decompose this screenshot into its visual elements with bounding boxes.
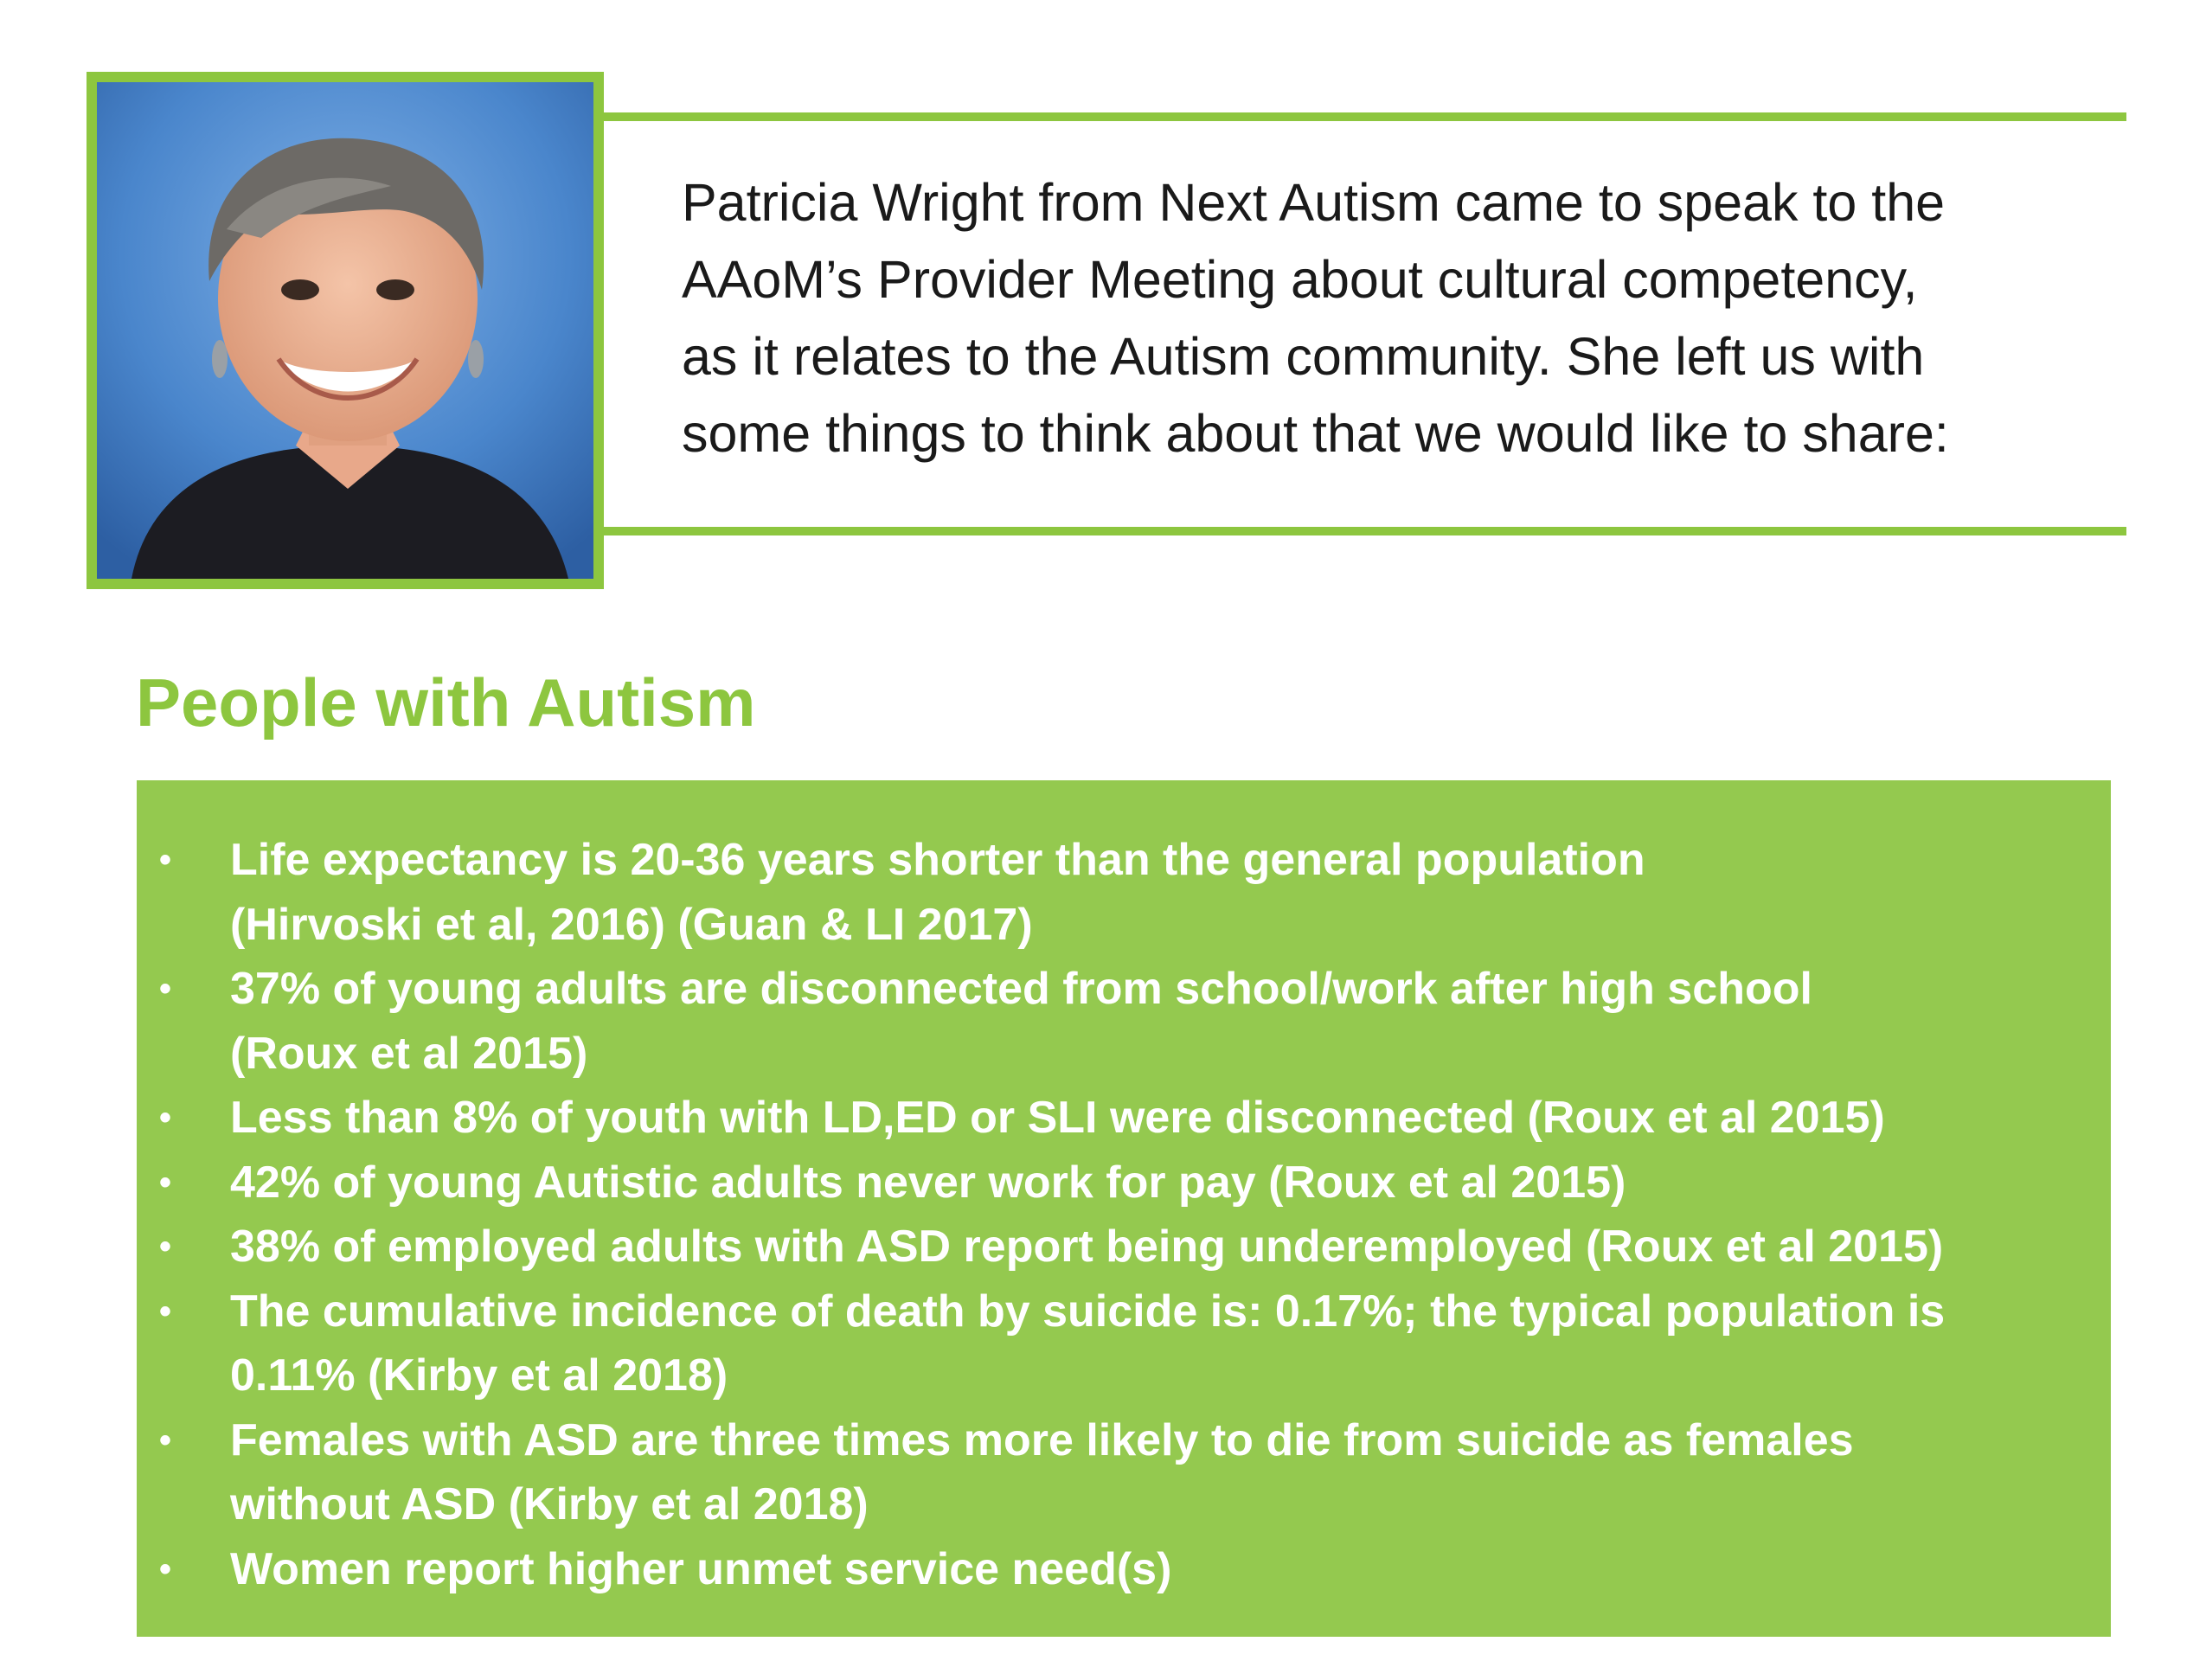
bullet-icon: • <box>159 1549 172 1588</box>
bullet-icon: • <box>159 1163 172 1202</box>
fact-item <box>137 1151 2111 1215</box>
fact-line: (Hirvoski et al, 2016) (Guan & LI 2017) <box>230 899 1033 950</box>
bullet-icon: • <box>159 1228 172 1266</box>
fact-item <box>137 1215 2111 1279</box>
fact-line: without ASD (Kirby et al 2018) <box>230 1479 869 1529</box>
fact-item <box>137 1408 2111 1537</box>
bullet-icon: • <box>159 970 172 1008</box>
bullet-icon: • <box>159 841 172 879</box>
fact-line: Women report higher unmet service need(s) <box>230 1543 1172 1594</box>
intro-line: some things to think about that we would like to share: <box>682 404 1949 463</box>
speaker-photo <box>87 72 604 589</box>
fact-line: Life expectancy is 20-36 years shorter than the general population <box>230 835 1645 885</box>
fact-item <box>137 828 2111 957</box>
fact-item <box>137 1537 2111 1602</box>
facts-box <box>137 780 2111 1637</box>
fact-line: (Roux et al 2015) <box>230 1028 588 1079</box>
intro-paragraph <box>682 164 2083 472</box>
fact-line: Females with ASD are three times more likely to die from suicide as females <box>230 1414 1854 1465</box>
bottom-divider <box>604 527 2126 535</box>
intro-line: as it relates to the Autism community. She left us with <box>682 327 1925 386</box>
section-title: People with Autism <box>136 664 756 741</box>
fact-item <box>137 957 2111 1086</box>
bullet-icon: • <box>159 1420 172 1459</box>
intro-line: AAoM’s Provider Meeting about cultural competency, <box>682 250 1918 309</box>
facts-list <box>137 828 2111 1601</box>
fact-line: 42% of young Autistic adults never work for pay (Roux et al 2015) <box>230 1157 1626 1208</box>
fact-line: 0.11% (Kirby et al 2018) <box>230 1350 728 1401</box>
fact-line: 37% of young adults are disconnected from school/work after high school <box>230 964 1812 1014</box>
fact-item <box>137 1086 2111 1151</box>
fact-line: Less than 8% of youth with LD,ED or SLI were disconnected (Roux et al 2015) <box>230 1093 1885 1143</box>
top-divider <box>604 112 2126 121</box>
fact-item <box>137 1279 2111 1408</box>
bullet-icon: • <box>159 1099 172 1137</box>
portrait-photo-icon <box>97 82 593 579</box>
bullet-icon: • <box>159 1292 172 1331</box>
intro-line: Patricia Wright from Next Autism came to speak to the <box>682 173 1946 232</box>
fact-line: The cumulative incidence of death by suicide is: 0.17%; the typical population is <box>230 1286 1946 1337</box>
fact-line: 38% of employed adults with ASD report being underemployed (Roux et al 2015) <box>230 1222 1944 1272</box>
